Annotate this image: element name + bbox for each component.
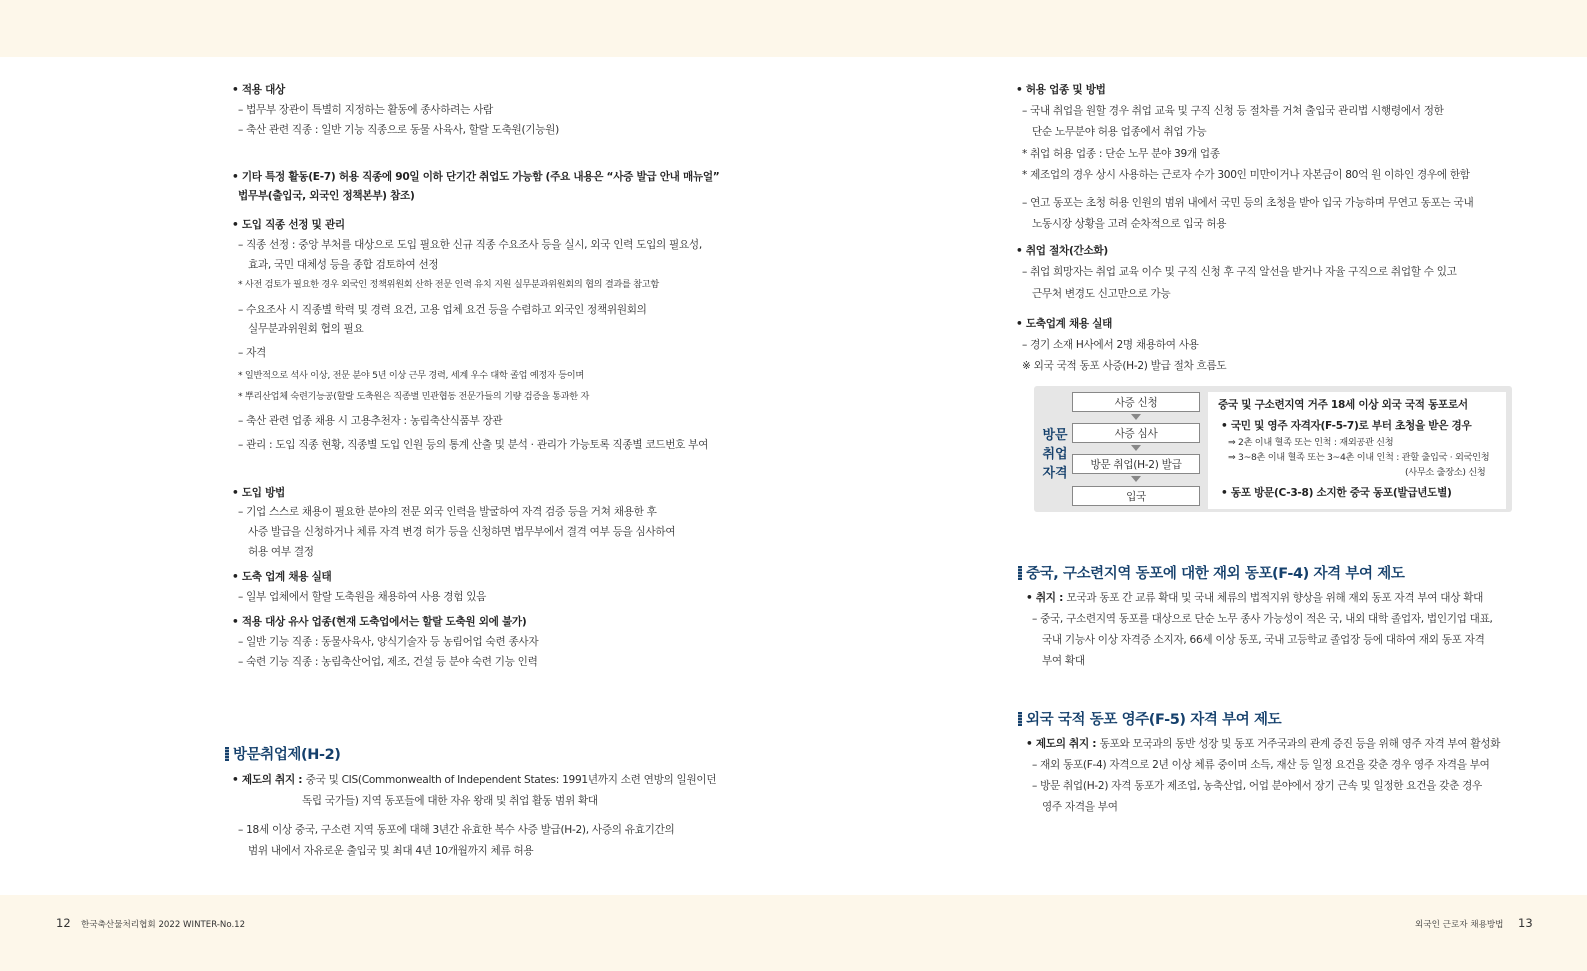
eligibility-subitem: (사무소 출장소) 신청 [1405,467,1486,478]
section-title: • 도축 업계 채용 실태 [232,571,332,583]
arrow-down-icon [1131,476,1141,482]
arrow-down-icon [1131,414,1141,420]
section-title: • 도축업계 채용 실태 [1016,318,1113,330]
text-line: – 숙련 기능 직종 : 농림축산어업, 제조, 건설 등 분야 숙련 기능 인력 [238,656,538,668]
text-line: 노동시장 상황을 고려 순차적으로 입국 허용 [1032,218,1227,230]
flow-step: 방문 취업(H-2) 발급 [1072,454,1200,474]
text-line: 독립 국가들) 지역 동포들에 대한 자유 왕래 및 취업 활동 범위 확대 [302,795,598,807]
heading-f5 [1018,708,1281,729]
eligibility-item: • 국민 및 영주 자격자(F-5-7)로 부터 초청을 받은 경우 [1221,420,1472,432]
flow-label: 방문 취업 자격 [1042,428,1068,481]
page-header-band [0,0,1587,57]
text-line: – 관리 : 도입 직종 현황, 직종별 도입 인원 등의 통계 산출 및 분석 · 관리가 가능토록 직종별 코드번호 부여 [238,439,709,451]
text-line: – 연고 동포는 초청 허용 인원의 범위 내에서 국민 등의 초청을 받아 입국 가능하며 무연고 동포는 국내 [1022,197,1474,209]
page-footer-band [0,895,1587,971]
flow-step: 사증 심사 [1072,423,1200,443]
text-line: 부여 확대 [1042,655,1085,667]
page-number-right: 13 [1518,916,1533,930]
heading-marker-icon [1018,566,1022,580]
section-title: • 적용 대상 유사 업종(현재 도축업에서는 할랄 도축원 외에 불가) [232,616,527,628]
note-line: * 뿌리산업체 숙련기능공(할랄 도축원은 직종별 민관협동 전문가들의 기량 검증을 통과한 자 [238,391,590,402]
flow-step: 입국 [1072,486,1200,506]
eligibility-subitem: ⇒ 2촌 이내 혈족 또는 인척 : 재외공관 신청 [1228,437,1394,448]
label: • 취지 : [1026,592,1067,604]
text-line [1026,591,1483,605]
heading-f4 [1018,562,1404,583]
text-line: – 중국, 구소련지역 동포를 대상으로 단순 노무 종사 가능성이 적은 국, 내외 대학 졸업자, 법인기업 대표, [1032,613,1493,625]
text-line: – 취업 희망자는 취업 교육 이수 및 구직 신청 후 구직 알선을 받거나 자율 구직으로 취업할 수 있고 [1022,266,1457,278]
note-line: * 사전 검토가 필요한 경우 외국인 정책위원회 산하 전문 인력 유치 지원 실무분과위원회의 협의 결과를 참고함 [238,279,659,290]
text-line: – 축산 관련 업종 채용 시 고용추천자 : 농림축산식품부 장관 [238,415,503,427]
text: 모국과 동포 간 교류 확대 및 국내 체류의 법적지위 향상을 위해 재외 동포 자격 부여 대상 확대 [1066,592,1484,604]
text-line: 허용 여부 결정 [248,546,314,558]
text-line: 근무처 변경도 신고만으로 가능 [1032,288,1171,300]
publication-name: 한국축산물처리협회 2022 WINTER-No.12 [81,920,246,930]
text-line: – 18세 이상 중국, 구소련 지역 동포에 대해 3년간 유효한 복수 사증 발급(H-2), 사증의 유효기간의 [238,824,675,836]
text: 동포와 모국과의 동반 성장 및 동포 거주국과의 관계 증진 등을 위해 영주 자격 부여 활성화 [1099,738,1501,750]
section-title: • 적용 대상 [232,84,285,96]
text-line: 효과, 국민 대체성 등을 종합 검토하여 선정 [248,259,439,271]
heading-text: 외국 국적 동포 영주(F-5) 자격 부여 제도 [1026,712,1282,728]
note-line: * 일반적으로 석사 이상, 전문 분야 5년 이상 근무 경력, 세계 우수 대학 졸업 예정자 등이며 [238,370,584,381]
text-line: 실무분과위원회 협의 필요 [248,323,364,335]
text-line: – 직종 선정 : 중앙 부처를 대상으로 도입 필요한 신규 직종 수요조사 등을 실시, 외국 인력 도입의 필요성, [238,239,702,251]
page-number-left: 12 [56,916,71,930]
text-line: – 경기 소재 H사에서 2명 채용하여 사용 [1022,339,1199,351]
text-line [1026,737,1500,751]
text-line: 영주 자격을 부여 [1042,801,1118,813]
section-title: 법무부(출입국, 외국인 정책본부) 참조) [238,190,415,202]
section-title: • 도입 직종 선정 및 관리 [232,219,345,231]
heading-marker-icon [1018,712,1022,726]
heading-marker-icon [225,747,229,761]
text-line: 단순 노무분야 허용 업종에서 취업 가능 [1032,126,1207,138]
flow-step: 사증 신청 [1072,392,1200,412]
arrow-down-icon [1131,445,1141,451]
heading-visit-employment [225,743,341,764]
section-title: • 취업 절차(간소화) [1016,245,1108,257]
text-line: – 자격 [238,347,266,359]
text-line: 범위 내에서 자유로운 출입국 및 최대 4년 10개월까지 체류 허용 [248,845,534,857]
heading-text: 중국, 구소련지역 동포에 대한 재외 동포(F-4) 자격 부여 제도 [1026,566,1405,582]
eligibility-item: • 동포 방문(C-3-8) 소지한 중국 동포(발급년도별) [1221,487,1452,499]
section-title: • 기타 특정 활동(E-7) 허용 직종에 90일 이하 단기간 취업도 가능함 (주요 내용은 “사증 발급 안내 매뉴얼” [232,171,720,183]
text-line: – 재외 동포(F-4) 자격으로 2년 이상 체류 중이며 소득, 재산 등 일정 요건을 갖춘 경우 영주 자격을 부여 [1032,759,1490,771]
section-title: • 허용 업종 및 방법 [1016,84,1106,96]
text-line: 사증 발급을 신청하거나 체류 자격 변경 허가 등을 신청하면 법무부에서 결격 여부 등을 심사하여 [248,526,676,538]
section-title: • 도입 방법 [232,487,285,499]
note-line: * 취업 허용 업종 : 단순 노무 분야 39개 업종 [1022,148,1220,160]
text-line: – 법무부 장관이 특별히 지정하는 활동에 종사하려는 사람 [238,104,493,116]
eligibility-title: 중국 및 구소련지역 거주 18세 이상 외국 국적 동포로서 [1218,399,1468,411]
text-line: 국내 기능사 이상 자격증 소지자, 66세 이상 동포, 국내 고등학교 졸업장 등에 대하여 재외 동포 자격 [1042,634,1485,646]
text-line: – 일반 기능 직종 : 동물사육사, 양식기술자 등 농림어업 숙련 종사자 [238,636,539,648]
text-line: – 축산 관련 직종 : 일반 기능 직종으로 동물 사육사, 할랄 도축원(기능원) [238,124,559,136]
label: • 제도의 취지 : [232,774,306,786]
text-line: – 수요조사 시 직종별 학력 및 경력 요건, 고용 업체 요건 등을 수렴하고 외국인 정책위원회의 [238,304,647,316]
heading-text: 방문취업제(H-2) [233,747,341,763]
text: 중국 및 CIS(Commonwealth of Independent States: 1991년까지 소련 연방의 일원이던 [305,774,717,786]
eligibility-subitem: ⇒ 3~8촌 이내 혈족 또는 3~4촌 이내 인척 : 관할 출입국 · 외국인청 [1228,452,1490,463]
text-line [232,773,716,787]
text-line: – 일부 업체에서 할랄 도축원을 채용하여 사용 경험 있음 [238,591,487,603]
text-line: ※ 외국 국적 동포 사증(H-2) 발급 절차 흐름도 [1022,360,1227,372]
note-line: * 제조업의 경우 상시 사용하는 근로자 수가 300인 미만이거나 자본금이 80억 원 이하인 경우에 한함 [1022,169,1470,181]
label: • 제도의 취지 : [1026,738,1100,750]
text-line: – 기업 스스로 채용이 필요한 분야의 전문 외국 인력을 발굴하여 자격 검증 등을 거쳐 채용한 후 [238,506,657,518]
text-line: – 국내 취업을 원할 경우 취업 교육 및 구직 신청 등 절차를 거쳐 출입국 관리법 시행령에서 정한 [1022,105,1444,117]
text-line: – 방문 취업(H-2) 자격 동포가 제조업, 농축산업, 어업 분야에서 장기 근속 및 일정한 요건을 갖춘 경우 [1032,780,1482,792]
section-footer-title: 외국인 근로자 채용방법 [1415,920,1504,930]
